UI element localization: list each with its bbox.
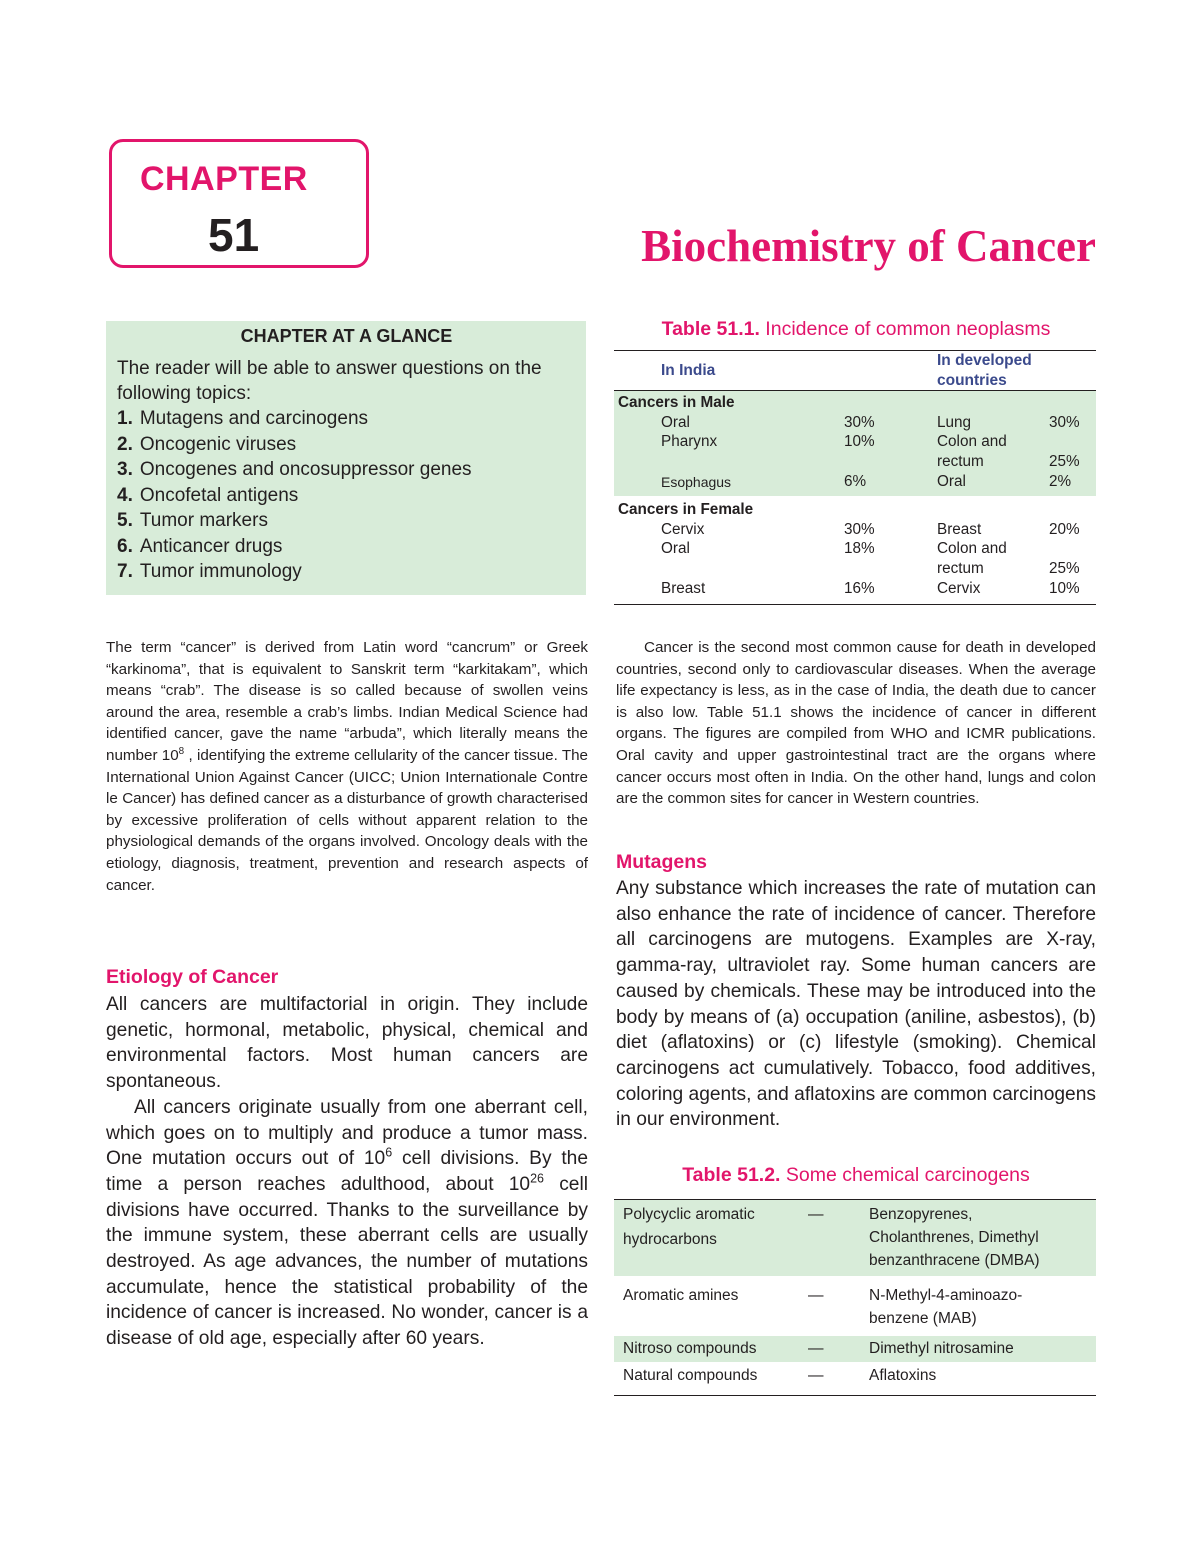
table-cell: Oral	[937, 472, 1049, 497]
chapter-label: CHAPTER	[140, 160, 308, 198]
list-item-number: 6.	[117, 535, 133, 557]
list-item-text: Oncogenic viruses	[139, 433, 297, 455]
list-item	[117, 457, 576, 483]
intro-text-b: , identifying the extreme cellularity of the cancer tissue. The International Union Against Cancer (UICC; Union Internationale Contre le Cancer) has defined cancer as a disturbance of growth characterised by excessive proliferation of cells without apparent relation to the physiological demands of the organs involved. Oncology deals with the etiology, diagnosis, treatment, prevention and research aspects of cancer.	[106, 746, 589, 894]
etiology-text-c: cell divisions have occurred. Thanks to the surveillance by the immune system, these aberrant cells are usually destroyed. As age advances, the number of mutations accumulate, hence the statistical probability of the incidence of cancer is increased. No wonder, cancer is a disease of old age, especially after 60 years.	[106, 1173, 588, 1350]
header-india: In India	[614, 351, 937, 391]
table-cell: Cervix	[937, 579, 1049, 605]
intro-paragraph	[106, 637, 588, 896]
list-item-text: Mutagens and carcinogens	[139, 408, 369, 429]
table-cell: Esophagus	[614, 472, 844, 497]
dash: —	[808, 1362, 869, 1396]
glance-intro: The reader will be able to answer questions on the following topics:	[117, 358, 542, 404]
list-item-number: 1.	[117, 408, 133, 429]
table-row	[614, 520, 1096, 540]
table-row	[614, 1200, 1096, 1277]
table-cell: Dimethyl nitrosamine	[869, 1336, 1096, 1362]
table-cell: Lung	[937, 413, 1049, 433]
table-cell: Aromatic amines	[623, 1287, 739, 1304]
table-row	[614, 432, 1096, 471]
table-cell: 18%	[844, 540, 875, 558]
caption-number: Table 51.2.	[682, 1164, 781, 1186]
incidence-paragraph: Cancer is the second most common cause for death in developed countries, second only to cardiovascular diseases. When the average life expectancy is less, as in the case of India, the death due to cancer is also low. Table 51.1 shows the incidence of cancer in different organs. The figures are compiled from WHO and ICMR publications. Oral cavity and upper gastrointestinal tract are the organs where cancer occurs most often in India. On the other hand, lungs and colon are the common sites for cancer in Western countries.	[616, 639, 1096, 808]
table-cell: 6%	[844, 472, 937, 497]
etiology-text-a: All cancers originate usually from one aberrant cell, which goes on to multiply and produce a tumor mass. One mutation occurs out of 10	[106, 1096, 588, 1170]
list-item-number: 5.	[117, 510, 133, 531]
table-row	[614, 579, 1096, 605]
group-label: Cancers in Male	[614, 391, 1096, 413]
chapter-box	[109, 139, 369, 268]
table-cell	[937, 539, 1049, 578]
table-cell	[869, 1276, 1096, 1336]
intro-exponent: 8	[178, 745, 185, 757]
table-cell: 10%	[1049, 579, 1096, 605]
chemical-carcinogens-table	[614, 1199, 1096, 1396]
cell-line: Cholanthrenes, Dimethyl	[869, 1229, 1039, 1246]
table-cell	[1049, 432, 1096, 471]
etiology-text-b: cell divisions. By the time a person reaches adulthood, about 10	[106, 1148, 589, 1195]
cell-line: Colon and	[937, 433, 1007, 451]
table-cell	[869, 1200, 1096, 1277]
table-cell: Breast	[614, 579, 844, 605]
table-header-row	[614, 351, 1096, 391]
page-title: Biochemistry of Cancer	[641, 221, 1096, 271]
list-item-text: Tumor markers	[139, 510, 268, 531]
mutagens-paragraph: Any substance which increases the rate of mutation can also enhance the rate of incidence of cancer. Therefore all carcinogens are mutogens. Examples are X-ray, gamma-ray, ultraviolet ray. Some human cancers are caused by chemicals. These may be introduced into the body by means of (a) occupation (aniline, asbestos), (b) diet (aflatoxins) or (c) lifestyle (smoking). Chemical carcinogens act cumulatively. Tobacco, food additives, coloring agents, and aflatoxins are common carcinogens in our environment.	[616, 878, 1096, 1131]
table-cell: 20%	[1049, 520, 1080, 538]
list-item	[117, 559, 576, 585]
etiology-exponent-2: 26	[530, 1171, 544, 1186]
glance-heading: CHAPTER AT A GLANCE	[240, 326, 453, 346]
mutagens-heading: Mutagens	[616, 851, 708, 873]
table-cell	[614, 1200, 808, 1277]
chapter-number: 51	[208, 209, 260, 261]
cell-line: rectum	[937, 559, 984, 577]
list-item	[117, 508, 576, 534]
group-row-female	[614, 496, 1096, 520]
cell-line: hydrocarbons	[623, 1231, 717, 1248]
intro-text-a: The term “cancer” is derived from Latin word “cancrum” or Greek “karkinoma”, that is equivalent to Sanskrit term “karkitakam”, which means “crab”. The disease is so called because of swollen veins around the area, resemble a crab’s limbs. Indian Medical Science had identified cancer, gave the name “arbuda”, which literally means the number 10	[106, 639, 588, 764]
table-cell: Breast	[937, 520, 982, 538]
glance-topic-list	[117, 406, 576, 585]
table-cell: Nitroso compounds	[614, 1336, 808, 1362]
table-row	[614, 1336, 1096, 1362]
table-cell: Aflatoxins	[869, 1362, 1096, 1396]
table-cell: 30%	[844, 413, 937, 433]
cell-line: benzanthracene (DMBA)	[869, 1252, 1040, 1269]
dash: —	[808, 1287, 824, 1304]
table-51-2-caption	[616, 1164, 1096, 1187]
list-item	[117, 534, 576, 560]
list-item-number: 3.	[117, 459, 133, 480]
list-item-number: 7.	[117, 561, 133, 582]
list-item-text: Tumor immunology	[139, 561, 302, 582]
table-cell: Pharynx	[614, 432, 844, 471]
list-item	[117, 406, 576, 432]
list-item	[117, 432, 576, 458]
dash: —	[808, 1200, 869, 1277]
etiology-paragraph-2	[106, 1095, 588, 1352]
list-item-number: 4.	[117, 484, 133, 506]
caption-text: Incidence of common neoplasms	[759, 318, 1051, 340]
caption-text: Some chemical carcinogens	[780, 1164, 1030, 1186]
table-cell: Oral	[614, 413, 844, 433]
group-label: Cancers in Female	[618, 501, 754, 519]
table-cell: Cervix	[661, 520, 705, 538]
list-item-text: Oncogenes and oncosuppressor genes	[139, 459, 472, 480]
cell-line: 25%	[1049, 559, 1080, 577]
cell-line: Polycyclic aromatic	[623, 1206, 755, 1223]
etiology-exponent-1: 6	[385, 1145, 393, 1160]
table-row	[614, 1276, 1096, 1336]
cell-line: benzene (MAB)	[869, 1310, 977, 1327]
chapter-at-a-glance	[106, 321, 586, 595]
list-item-text: Anticancer drugs	[139, 535, 283, 557]
table-cell: 10%	[844, 432, 937, 471]
cell-line: 25%	[1049, 452, 1080, 470]
table-row	[614, 1362, 1096, 1396]
list-item	[117, 483, 576, 509]
table-cell: 30%	[1049, 413, 1096, 433]
cell-line: N-Methyl-4-aminoazo-	[869, 1287, 1023, 1304]
table-cell: 30%	[844, 520, 875, 538]
etiology-section	[106, 992, 588, 1352]
table-cell	[937, 432, 1049, 471]
table-row	[614, 539, 1096, 578]
group-row-male	[614, 391, 1096, 413]
cell-line: Benzopyrenes,	[869, 1206, 973, 1223]
table-cell	[1049, 539, 1096, 578]
table-51-1-caption	[616, 318, 1096, 341]
table-cell: Oral	[661, 540, 690, 558]
dash: —	[808, 1336, 869, 1362]
list-item-number: 2.	[117, 433, 133, 455]
table-cell: 16%	[844, 579, 937, 605]
list-item-text: Oncofetal antigens	[139, 484, 299, 506]
cell-line: rectum	[937, 452, 984, 470]
table-cell: Natural compounds	[614, 1362, 808, 1396]
table-row	[614, 413, 1096, 433]
table-row	[614, 472, 1096, 497]
etiology-paragraph-1: All cancers are multifactorial in origin. They include genetic, hormonal, metabolic, physical, chemical and environmental factors. Most human cancers are spontaneous.	[106, 994, 588, 1093]
header-developed: In developed countries	[937, 351, 1096, 391]
etiology-heading: Etiology of Cancer	[106, 966, 279, 988]
caption-number: Table 51.1.	[661, 318, 760, 340]
table-cell: 2%	[1049, 472, 1096, 497]
cell-line: Colon and	[937, 540, 1007, 558]
neoplasm-incidence-table	[614, 350, 1096, 605]
